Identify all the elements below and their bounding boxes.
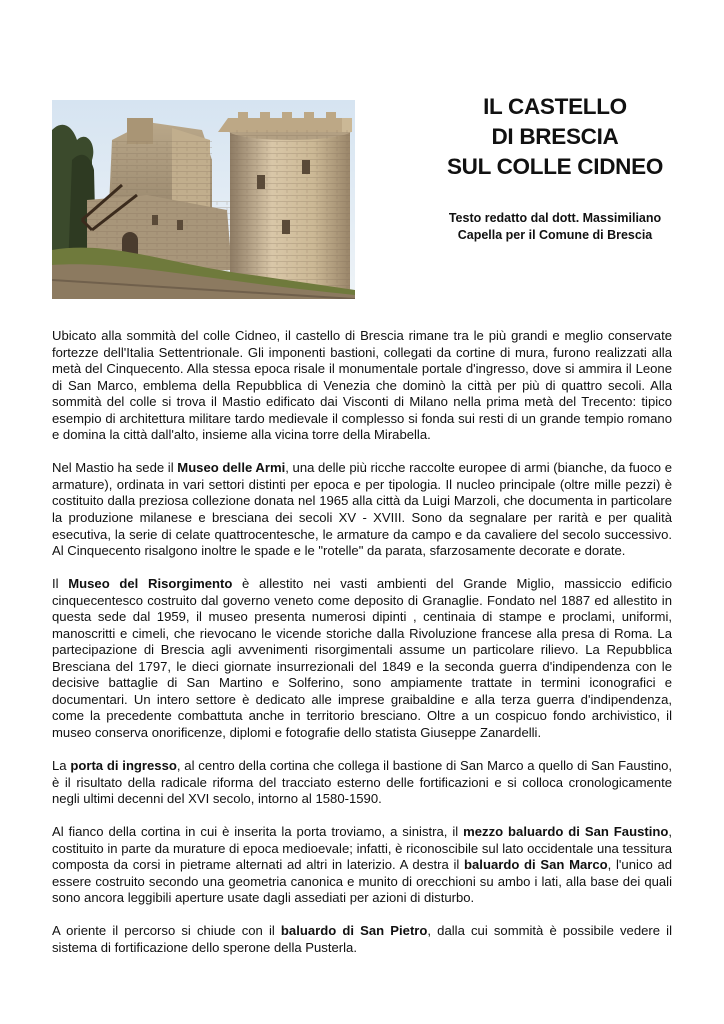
body-text <box>52 328 672 973</box>
castle-photo <box>52 100 355 299</box>
author-credit <box>420 210 690 244</box>
paragraph-text: A oriente il percorso si chiude con il <box>52 923 281 939</box>
paragraph-text: , costituito in parte da murature di epoca medioevale; infatti, è riconoscibile sul lato occidentale una tessitura composta da corsi in pietrame alternati ad altri in laterizio. A destra il <box>52 824 672 873</box>
body-paragraph <box>52 328 672 444</box>
bold-term: baluardo di San Marco <box>464 857 608 873</box>
body-paragraph <box>52 758 672 808</box>
paragraph-text: Nel Mastio ha sede il <box>52 460 178 476</box>
paragraph-text: , una delle più ricche raccolte europee di armi (bianche, da fuoco e armature), ordinata in vari settori distinti per epoca e per tipologia. Il nucleo principale (oltre mille pezzi) è costituito dalla preziosa collezione donata nel 1965 alla città da Luigi Marzoli, che documenta in particolare la produzione milanese e bresciana dei secoli XV - XVIII. Sono da segnalare per rarità e per qualità esecutiva, la serie di celate quattrocentesche, le armature da campo e da cavaliere del secolo successivo. Al Cinquecento risalgono inoltre le spade e le "rotelle" da parata, sfarzosamente decorate e dorate. <box>52 460 672 559</box>
body-paragraph <box>52 576 672 741</box>
bold-term: Museo del Risorgimento <box>68 576 233 592</box>
body-paragraph <box>52 460 672 559</box>
paragraph-text: , dalla cui sommità è possibile vedere il sistema di fortificazione dello sperone della Pusterla. <box>52 923 672 955</box>
paragraph-text: Al fianco della cortina in cui è inserita la porta troviamo, a sinistra, il <box>52 824 464 840</box>
author-line-2: Capella per il Comune di Brescia <box>457 228 653 242</box>
title-line-1: IL CASTELLO <box>483 94 627 119</box>
paragraph-text: Il <box>52 576 69 592</box>
bold-term: mezzo baluardo di San Faustino <box>463 824 669 840</box>
title-line-3: SUL COLLE CIDNEO <box>446 154 664 179</box>
paragraph-text: , al centro della cortina che collega il bastione di San Marco a quello di San Faustino, è il risultato della radicale riforma del tracciato esterno delle fortificazioni e si colloca cronologicamente negli ultimi decenni del XVI secolo, intorno al 1580-1590. <box>52 758 672 807</box>
paragraph-text: Ubicato alla sommità del colle Cidneo, il castello di Brescia rimane tra le più grandi e meglio conservate fortezze dell'Italia Settentrionale. Gli imponenti bastioni, collegati da cortine di mura, furono realizzati alla metà del Cinquecento. Alla stessa epoca risale il monumentale portale d'ingresso, dove si ammira il Leone di San Marco, emblema della Repubblica di Venezia che dominò la città per più di quattro secoli. Alla sommità del colle si trova il Mastio edificato dai Visconti di Milano nella prima metà del Trecento: tipico esempio di architettura militare tardo medievale il complesso si fonda sui resti di un grande tempio romano e domina la città dall'alto, insieme alla vicina torre della Mirabella. <box>52 328 672 443</box>
bold-term: Museo delle Armi <box>177 460 286 476</box>
bold-term: baluardo di San Pietro <box>280 923 428 939</box>
paragraph-text: La <box>52 758 71 774</box>
paragraph-text: è allestito nei vasti ambienti del Grande Miglio, massiccio edificio cinquecentesco costruito dal governo veneto come deposito di Granaglie. Fondato nel 1887 ed allestito in questa sede dal 1959, il museo presenta numerosi dipinti , centinaia di stampe e proclami, uniformi, manoscritti e cimeli, che rievocano le vicende storiche dalla Rivoluzione francese alla presa di Roma. La partecipazione di Brescia agli avvenimenti risorgimentali assume un particolare rilievo. La Repubblica Bresciana del 1797, le dieci giornate insurrezionali del 1849 e la seconda guerra d'indipendenza con le decisive battaglie di San Martino e Solferino, sono ampiamente trattate in termini iconografici e documentari. Un intero settore è dedicato alle imprese graibaldine e alla terza guerra d'indipendenza, come la precedente combattuta anche in territorio bresciano. Oltre a un cospicuo fondo archivistico, il museo conserva onorificenze, diplomi e fotografie dello statista Giuseppe Zanardelli. <box>52 576 672 741</box>
body-paragraph <box>52 923 672 956</box>
bold-term: porta di ingresso <box>70 758 177 774</box>
document-title <box>395 92 715 182</box>
body-paragraph <box>52 824 672 907</box>
paragraph-text: , l'unico ad essere costruito secondo una geometria canonica e munito di orecchioni su ambo i lati, alla base dei quali sono ancora leggibili aperture usate dagli assediati per azioni di disturbo. <box>52 857 673 906</box>
title-line-2: DI BRESCIA <box>491 124 619 149</box>
author-line-1: Testo redatto dal dott. Massimiliano <box>448 211 662 225</box>
